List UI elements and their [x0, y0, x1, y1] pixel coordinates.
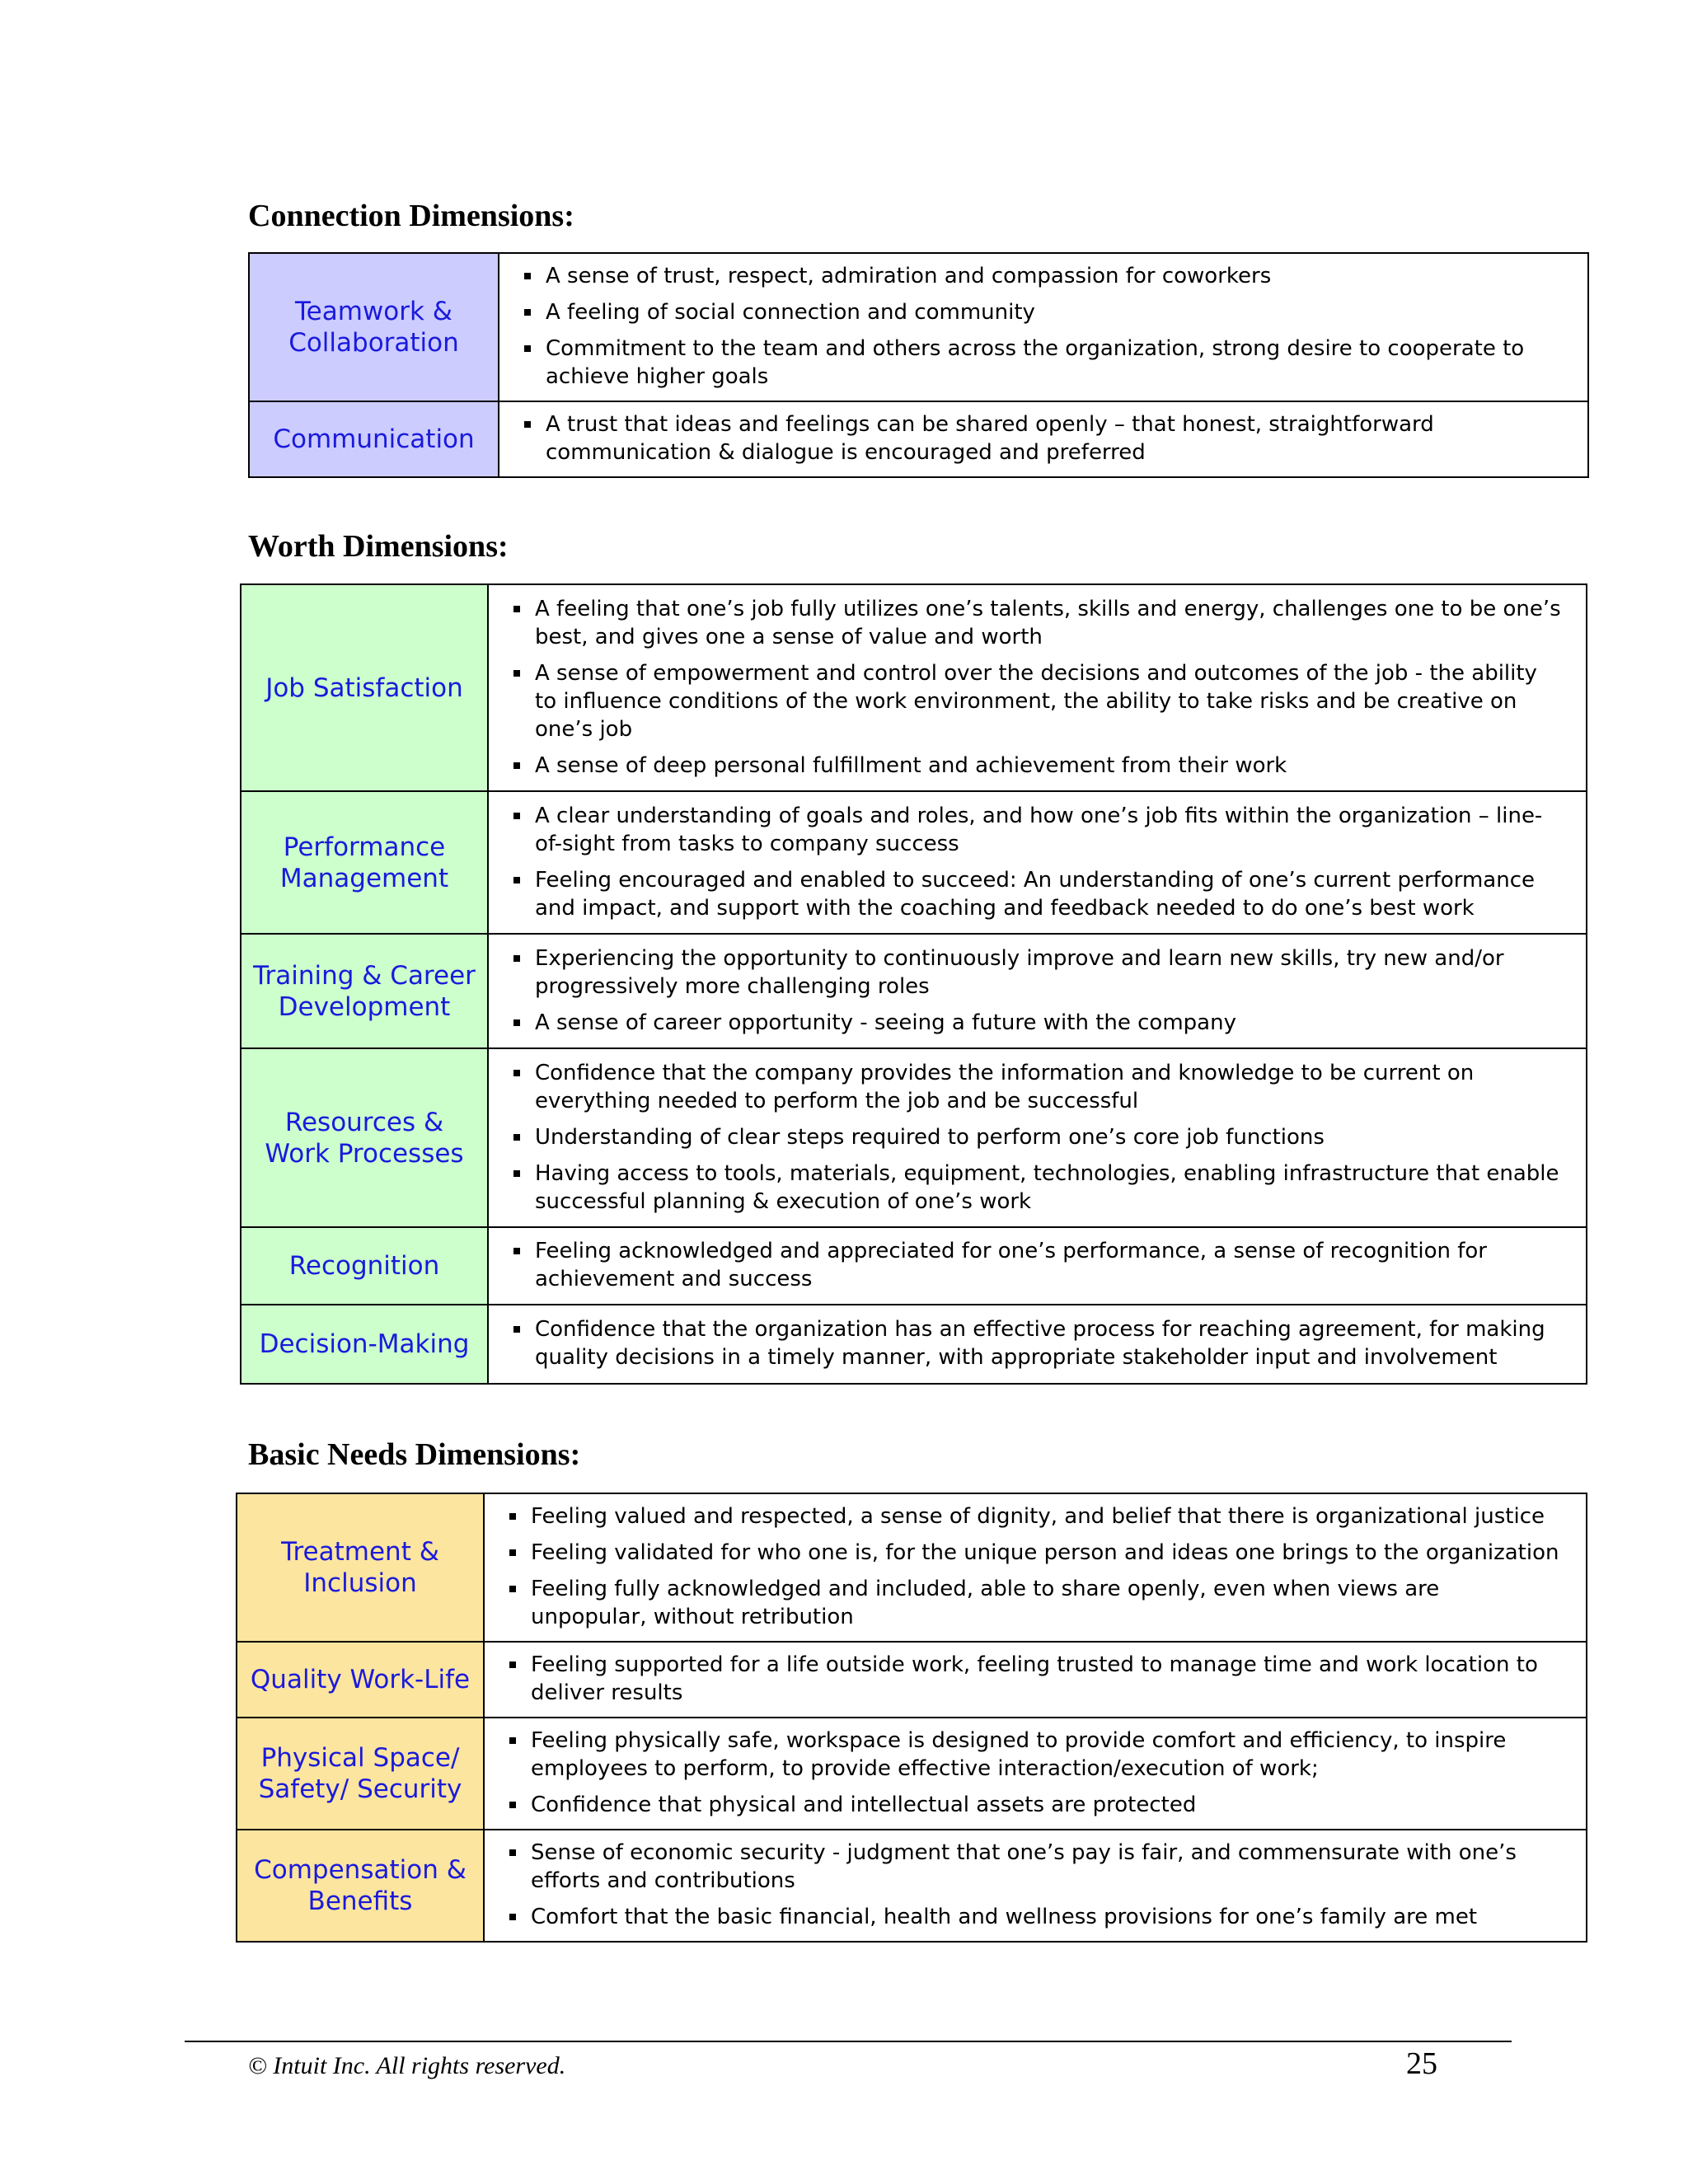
bullet-list [508, 1839, 1561, 1931]
list-item: Experiencing the opportunity to continuously improve and learn new skills, try new and/or progressively more challenging roles [512, 944, 1561, 1001]
list-item: A sense of deep personal fulfillment and achievement from their work [512, 752, 1561, 780]
dimension-label: Treatment & Inclusion [237, 1493, 484, 1642]
dimension-label: Training & Career Development [241, 934, 488, 1048]
list-item: Commitment to the team and others across the organization, strong desire to cooperate to achieve higher goals [523, 335, 1563, 391]
dimension-label: Teamwork & Collaboration [249, 253, 499, 401]
dimension-label: Recognition [241, 1227, 488, 1305]
list-item: A sense of career opportunity - seeing a future with the company [512, 1009, 1561, 1037]
section-heading-basic-needs: Basic Needs Dimensions: [248, 1437, 581, 1472]
table-row [241, 934, 1587, 1048]
copyright-notice: © Intuit Inc. All rights reserved. [248, 2052, 566, 2079]
dimension-label: Decision-Making [241, 1305, 488, 1384]
table-row [237, 1493, 1587, 1642]
list-item: Feeling physically safe, workspace is designed to provide comfort and efficiency, to inspire employees to perform, to provide effective interaction/execution of work; [508, 1727, 1561, 1783]
bullet-list [512, 1315, 1561, 1371]
section-heading-worth: Worth Dimensions: [248, 529, 509, 564]
bullet-list [508, 1502, 1561, 1631]
list-item: A sense of trust, respect, admiration and compassion for coworkers [523, 262, 1563, 290]
table-row [241, 1048, 1587, 1227]
list-item: Confidence that physical and intellectual assets are protected [508, 1791, 1561, 1819]
table-row [241, 791, 1587, 934]
table-row [237, 1830, 1587, 1942]
list-item: A feeling of social connection and community [523, 298, 1563, 326]
list-item: Sense of economic security - judgment that one’s pay is fair, and commensurate with one’s efforts and contributions [508, 1839, 1561, 1895]
worth-table [240, 583, 1587, 1385]
list-item: Feeling acknowledged and appreciated for one’s performance, a sense of recognition for achievement and success [512, 1237, 1561, 1293]
list-item: Confidence that the company provides the information and knowledge to be current on everything needed to perform the job and be successful [512, 1059, 1561, 1115]
table-row [241, 584, 1587, 791]
list-item: Feeling validated for who one is, for the unique person and ideas one brings to the organization [508, 1539, 1561, 1567]
dimension-label: Physical Space/ Safety/ Security [237, 1718, 484, 1830]
bullet-list [512, 944, 1561, 1037]
list-item: Having access to tools, materials, equipment, technologies, enabling infrastructure that enable successful planning & execution of one’s work [512, 1160, 1561, 1216]
list-item: A clear understanding of goals and roles, and how one’s job fits within the organization – line-of-sight from tasks to company success [512, 802, 1561, 858]
table-row [249, 401, 1588, 477]
footer-divider [185, 2041, 1512, 2042]
list-item: A trust that ideas and feelings can be shared openly – that honest, straightforward communication & dialogue is encouraged and preferred [523, 410, 1563, 466]
table-row [249, 253, 1588, 401]
bullet-list [512, 1237, 1561, 1293]
section-heading-connection: Connection Dimensions: [248, 199, 574, 233]
list-item: Feeling valued and respected, a sense of dignity, and belief that there is organizational justice [508, 1502, 1561, 1530]
list-item: A sense of empowerment and control over the decisions and outcomes of the job - the ability to influence conditions of the work environment, the ability to take risks and be creative on one’s job [512, 659, 1561, 743]
table-row [237, 1642, 1587, 1718]
list-item: Feeling encouraged and enabled to succeed: An understanding of one’s current performance and impact, and support with the coaching and feedback needed to do one’s best work [512, 866, 1561, 922]
dimension-label: Quality Work-Life [237, 1642, 484, 1718]
dimension-label: Job Satisfaction [241, 584, 488, 791]
page-number: 25 [1406, 2046, 1437, 2081]
table-row [241, 1227, 1587, 1305]
basic-needs-table [236, 1493, 1587, 1943]
list-item: Understanding of clear steps required to perform one’s core job functions [512, 1123, 1561, 1151]
list-item: Confidence that the organization has an effective process for reaching agreement, for making quality decisions in a timely manner, with appropriate stakeholder input and involvement [512, 1315, 1561, 1371]
bullet-list [508, 1727, 1561, 1819]
bullet-list [512, 802, 1561, 922]
bullet-list [512, 595, 1561, 780]
bullet-list [512, 1059, 1561, 1216]
list-item: Comfort that the basic financial, health and wellness provisions for one’s family are met [508, 1903, 1561, 1931]
dimension-label: Compensation & Benefits [237, 1830, 484, 1942]
table-row [237, 1718, 1587, 1830]
bullet-list [508, 1651, 1561, 1707]
dimension-label: Communication [249, 401, 499, 477]
list-item: Feeling fully acknowledged and included, able to share openly, even when views are unpopular, without retribution [508, 1575, 1561, 1631]
dimension-label: Resources & Work Processes [241, 1048, 488, 1227]
dimension-label: Performance Management [241, 791, 488, 934]
bullet-list [523, 410, 1563, 466]
connection-table [248, 252, 1589, 478]
table-row [241, 1305, 1587, 1384]
list-item: Feeling supported for a life outside work, feeling trusted to manage time and work location to deliver results [508, 1651, 1561, 1707]
list-item: A feeling that one’s job fully utilizes one’s talents, skills and energy, challenges one to be one’s best, and gives one a sense of value and worth [512, 595, 1561, 651]
bullet-list [523, 262, 1563, 391]
